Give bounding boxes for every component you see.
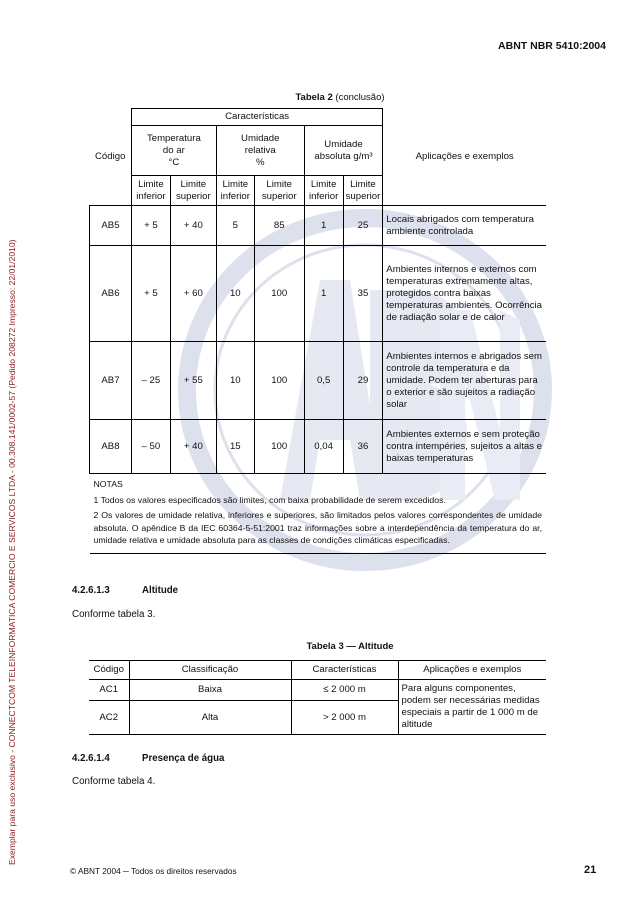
document-standard-header: ABNT NBR 5410:2004 [498,40,606,52]
section-agua-heading [72,753,224,764]
cell-aplicacao: Locais abrigados com temperatura ambiente controlada [383,206,546,246]
table2-header-codigo: Código [90,109,132,206]
table2-row [90,420,547,474]
section-altitude-heading [72,585,178,596]
cell-temp-inf: – 50 [131,420,170,474]
cell-codigo: AC1 [89,680,129,701]
cell-ur-inf: 10 [216,246,254,342]
table2-header-caracteristicas: Características [131,109,382,126]
cell-ur-sup: 100 [254,246,304,342]
cell-ua-sup: 35 [343,246,383,342]
table3-header-classificacao: Classificação [129,661,291,680]
table2-subheader: Limite inferior [216,176,254,206]
table2-subheader: Limite inferior [304,176,343,206]
license-text: Exemplar para uso exclusivo - CONNECTCOM TELEINFORMATICA COMERCIO E SERVICOS LTDA - 00.308.141/0002-57 (Pedido 208272 Impresso: 22/01/2010) [7,239,17,865]
table2 [89,108,546,554]
table2-header-umidade-relativa: Umidade relativa % [216,126,304,176]
table2-subheader: Limite superior [343,176,383,206]
table3-header-aplicacoes: Aplicações e exemplos [398,661,546,680]
table2-subheader: Limite inferior [131,176,170,206]
cell-codigo: AB8 [90,420,132,474]
cell-caracteristica: ≤ 2 000 m [291,680,398,701]
table2-header-aplicacoes: Aplicações e exemplos [383,109,546,206]
cell-ur-inf: 10 [216,342,254,420]
license-sidebar [2,145,20,865]
cell-ua-sup: 29 [343,342,383,420]
cell-classificacao: Alta [129,701,291,735]
cell-ur-inf: 5 [216,206,254,246]
cell-ua-inf: 1 [304,206,343,246]
cell-aplicacao: Ambientes internos e abrigados sem controle da temperatura e da umidade. Podem ter aberturas para o exterior e são sujeitos a radiação solar [383,342,546,420]
section-title: Altitude [142,585,179,596]
note-2: 2 Os valores de umidade relativa, inferiores e superiores, são limitados pelos valores correspondentes de umidade absoluta. O apêndice B da IEC 60364-5-51:2001 traz informações sobre a interdependência da temperatura do ar, umidade relativa e umidade absoluta para as classes de condições climáticas especificadas. [93,510,542,545]
cell-ur-sup: 85 [254,206,304,246]
page-number: 21 [584,864,597,876]
cell-temp-sup: + 40 [170,420,216,474]
cell-temp-sup: + 40 [170,206,216,246]
cell-temp-inf: – 25 [131,342,170,420]
table2-title: Tabela 2 [295,92,333,103]
cell-ur-sup: 100 [254,342,304,420]
table2-notes-row [90,474,547,554]
cell-ua-sup: 36 [343,420,383,474]
cell-ua-inf: 0,5 [304,342,343,420]
cell-ua-inf: 1 [304,246,343,342]
cell-temp-inf: + 5 [131,206,170,246]
section-number: 4.2.6.1.3 [72,585,110,596]
table2-subheader: Limite superior [254,176,304,206]
cell-codigo: AC2 [89,701,129,735]
table2-subheader: Limite superior [170,176,216,206]
section-title: Presença de água [142,753,225,764]
table2-row [90,342,547,420]
table2-header-umidade-absoluta: Umidade absoluta g/m³ [304,126,383,176]
note-1: 1 Todos os valores especificados são limites, com baixa probabilidade de serem excedidos. [93,494,446,505]
cell-caracteristica: > 2 000 m [291,701,398,735]
cell-ua-sup: 25 [343,206,383,246]
table2-header-temperatura: Temperatura do ar °C [131,126,216,176]
table2-notes [90,474,547,554]
cell-temp-sup: + 55 [170,342,216,420]
table2-title-suffix: (conclusão) [332,92,385,103]
cell-aplicacao: Para alguns componentes, podem ser necessárias medidas especiais a partir de 1 000 m de altitude [398,680,546,735]
table3 [89,660,546,735]
table2-row [90,206,547,246]
table3-header-codigo: Código [89,661,129,680]
section-number: 4.2.6.1.4 [72,753,110,764]
table3-row [89,680,546,701]
table3-header-caracteristicas: Características [291,661,398,680]
cell-ua-inf: 0,04 [304,420,343,474]
cell-codigo: AB6 [90,246,132,342]
cell-ur-sup: 100 [254,420,304,474]
cell-temp-inf: + 5 [131,246,170,342]
cell-aplicacao: Ambientes externos e sem proteção contra intempéries, sujeitos a altas e baixas temperaturas [383,420,546,474]
cell-codigo: AB5 [90,206,132,246]
cell-temp-sup: + 60 [170,246,216,342]
cell-aplicacao: Ambientes internos e externos com temperaturas extremamente altas, protegidos contra baixas temperaturas ambientes. Ocorrência de radiação solar e de calor [383,246,546,342]
cell-codigo: AB7 [90,342,132,420]
section-agua-text: Conforme tabela 4. [72,776,156,787]
section-altitude-text: Conforme tabela 3. [72,609,156,620]
cell-classificacao: Baixa [129,680,291,701]
table2-caption [180,92,500,103]
table2-row [90,246,547,342]
notes-title: NOTAS [93,479,123,489]
cell-ur-inf: 15 [216,420,254,474]
table3-title: Tabela 3 — Altitude [306,641,394,652]
footer-copyright: © ABNT 2004 ─ Todos os direitos reservados [70,866,237,876]
